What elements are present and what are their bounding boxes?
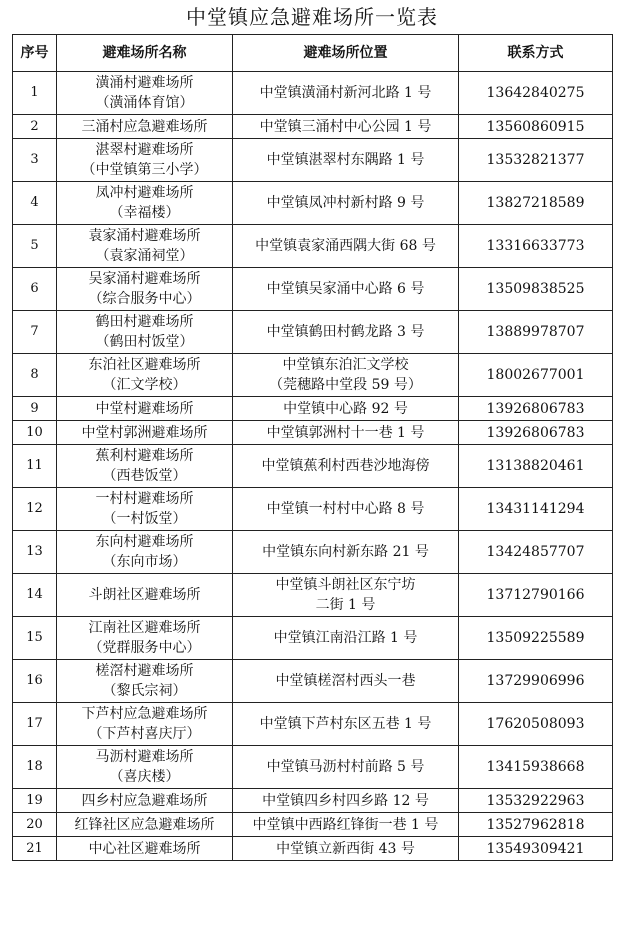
shelter-location-line: 中堂镇鹤田村鹤龙路 3 号: [266, 324, 425, 340]
cell-serial-number: 10: [13, 421, 57, 445]
shelter-name-line: （党群服务中心）: [88, 640, 201, 656]
cell-contact-phone: 13926806783: [459, 397, 613, 421]
table-row: [13, 182, 613, 225]
shelter-name-line: （鹤田村饭堂）: [95, 334, 194, 350]
cell-shelter-location: [233, 311, 459, 354]
shelter-location-line: 中堂镇立新西街 43 号: [276, 840, 415, 857]
table-row: [13, 703, 613, 746]
shelter-name-line: （综合服务中心）: [88, 291, 201, 307]
cell-serial-number: 9: [13, 397, 57, 421]
cell-shelter-name: [57, 837, 233, 861]
table-row: [13, 531, 613, 574]
cell-shelter-name: [57, 445, 233, 488]
cell-shelter-name: [57, 139, 233, 182]
table-row: [13, 789, 613, 813]
cell-contact-phone: 13642840275: [459, 72, 613, 115]
cell-serial-number: 6: [13, 268, 57, 311]
table-row: [13, 139, 613, 182]
cell-serial-number: 19: [13, 789, 57, 813]
shelter-name-line: 一村村避难场所: [95, 491, 194, 507]
shelter-location-line: 中堂镇江南沿江路 1 号: [273, 630, 418, 646]
cell-shelter-name: [57, 72, 233, 115]
table-header-row: [13, 35, 613, 72]
table-row: [13, 397, 613, 421]
shelter-name-line: 四乡村应急避难场所: [81, 792, 208, 809]
shelter-location-line: 中堂镇下芦村东区五巷 1 号: [259, 716, 432, 732]
table-row: [13, 837, 613, 861]
cell-contact-phone: 13926806783: [459, 421, 613, 445]
shelter-location-line: 中堂镇一村村中心路 8 号: [266, 501, 425, 517]
cell-shelter-location: [233, 421, 459, 445]
cell-shelter-name: [57, 746, 233, 789]
shelter-location-line: 中堂镇吴家涌中心路 6 号: [266, 281, 425, 297]
cell-shelter-name: [57, 311, 233, 354]
cell-contact-phone: 13560860915: [459, 115, 613, 139]
shelter-name-line: 中堂村郭洲避难场所: [81, 424, 208, 441]
shelter-location-line: 中堂镇四乡村四乡路 12 号: [262, 792, 429, 809]
table-row: [13, 72, 613, 115]
table-row: [13, 354, 613, 397]
shelter-name-line: 吴家涌村避难场所: [88, 271, 201, 287]
shelter-location-line: 中堂镇槎滘村西头一巷: [275, 673, 416, 689]
table-row: [13, 311, 613, 354]
table-row: [13, 225, 613, 268]
shelter-location-line: 中堂镇潢涌村新河北路 1 号: [259, 85, 432, 101]
shelter-name-line: 马沥村避难场所: [95, 749, 194, 765]
cell-shelter-location: [233, 397, 459, 421]
cell-contact-phone: 13509838525: [459, 268, 613, 311]
page-title: 中堂镇应急避难场所一览表: [186, 5, 438, 29]
shelter-location-line: 中堂镇中西路红锋街一巷 1 号: [252, 816, 439, 833]
cell-serial-number: 14: [13, 574, 57, 617]
shelter-name-line: （袁家涌祠堂）: [95, 248, 194, 264]
cell-contact-phone: 13827218589: [459, 182, 613, 225]
cell-serial-number: 8: [13, 354, 57, 397]
shelter-name-line: 中堂村避难场所: [95, 400, 194, 417]
cell-shelter-name: [57, 354, 233, 397]
cell-shelter-location: [233, 182, 459, 225]
cell-serial-number: 20: [13, 813, 57, 837]
shelter-location-line: （莞穗路中堂段 59 号）: [269, 377, 422, 393]
header-shelter-location: 避难场所位置: [233, 35, 459, 72]
shelter-location-line: 二街 1 号: [315, 597, 376, 613]
cell-contact-phone: 13424857707: [459, 531, 613, 574]
shelter-name-line: 江南社区避难场所: [88, 620, 201, 636]
shelter-location-line: 中堂镇三涌村中心公园 1 号: [259, 118, 432, 135]
shelter-location-line: 中堂镇凤冲村新村路 9 号: [266, 195, 425, 211]
shelter-location-line: 中堂镇蕉利村西巷沙地海傍: [261, 458, 430, 474]
shelter-name-line: 红锋社区应急避难场所: [74, 816, 215, 833]
shelter-name-line: （中堂镇第三小学）: [81, 162, 208, 178]
header-contact: 联系方式: [459, 35, 613, 72]
cell-contact-phone: 13415938668: [459, 746, 613, 789]
cell-shelter-location: [233, 703, 459, 746]
shelter-name-line: 湛翠村避难场所: [95, 142, 194, 158]
cell-serial-number: 12: [13, 488, 57, 531]
cell-serial-number: 13: [13, 531, 57, 574]
table-row: [13, 488, 613, 531]
shelter-name-line: 中心社区避难场所: [88, 840, 201, 857]
cell-shelter-location: [233, 268, 459, 311]
shelter-name-line: 蕉利村避难场所: [95, 448, 194, 464]
shelter-name-line: （一村饭堂）: [102, 511, 187, 527]
cell-shelter-name: [57, 115, 233, 139]
cell-shelter-location: [233, 660, 459, 703]
table-row: [13, 268, 613, 311]
shelter-location-line: 中堂镇袁家涌西隅大街 68 号: [255, 238, 436, 254]
cell-shelter-location: [233, 531, 459, 574]
shelter-location-line: 中堂镇湛翠村东隅路 1 号: [266, 152, 425, 168]
shelter-name-line: 槎滘村避难场所: [95, 663, 194, 679]
cell-contact-phone: 13712790166: [459, 574, 613, 617]
table-row: [13, 445, 613, 488]
cell-shelter-location: [233, 115, 459, 139]
cell-serial-number: 1: [13, 72, 57, 115]
shelter-name-line: 潢涌村避难场所: [95, 75, 194, 91]
table-row: [13, 617, 613, 660]
shelter-location-line: 中堂镇马沥村村前路 5 号: [266, 759, 425, 775]
table-row: [13, 813, 613, 837]
cell-contact-phone: 13889978707: [459, 311, 613, 354]
table-row: [13, 574, 613, 617]
cell-serial-number: 21: [13, 837, 57, 861]
cell-shelter-name: [57, 488, 233, 531]
shelter-name-line: （汇文学校）: [102, 377, 187, 393]
cell-shelter-location: [233, 72, 459, 115]
cell-serial-number: 3: [13, 139, 57, 182]
cell-contact-phone: 13532821377: [459, 139, 613, 182]
cell-shelter-name: [57, 225, 233, 268]
cell-shelter-name: [57, 268, 233, 311]
table-row: [13, 746, 613, 789]
cell-contact-phone: 13549309421: [459, 837, 613, 861]
shelter-location-line: 中堂镇郭洲村十一巷 1 号: [266, 424, 425, 441]
cell-shelter-location: [233, 445, 459, 488]
cell-shelter-name: [57, 531, 233, 574]
header-serial-number: 序号: [13, 35, 57, 72]
header-shelter-name: 避难场所名称: [57, 35, 233, 72]
table-body: [13, 72, 613, 861]
shelter-name-line: （幸福楼）: [109, 205, 180, 221]
cell-shelter-name: [57, 617, 233, 660]
shelter-name-line: 东泊社区避难场所: [88, 357, 201, 373]
shelter-name-line: （黎氏宗祠）: [102, 683, 187, 699]
cell-shelter-location: [233, 746, 459, 789]
shelter-table: [12, 34, 613, 861]
table-row: [13, 421, 613, 445]
cell-shelter-name: [57, 789, 233, 813]
cell-shelter-location: [233, 139, 459, 182]
table-row: [13, 115, 613, 139]
cell-serial-number: 7: [13, 311, 57, 354]
cell-contact-phone: 13532922963: [459, 789, 613, 813]
shelter-name-line: 鹤田村避难场所: [95, 314, 194, 330]
cell-serial-number: 16: [13, 660, 57, 703]
cell-serial-number: 15: [13, 617, 57, 660]
cell-shelter-location: [233, 488, 459, 531]
cell-contact-phone: 13431141294: [459, 488, 613, 531]
shelter-name-line: （西巷饭堂）: [102, 468, 187, 484]
cell-serial-number: 11: [13, 445, 57, 488]
cell-shelter-name: [57, 397, 233, 421]
cell-shelter-name: [57, 574, 233, 617]
shelter-name-line: 凤冲村避难场所: [95, 185, 194, 201]
table-row: [13, 660, 613, 703]
shelter-location-line: 中堂镇中心路 92 号: [283, 400, 408, 417]
shelter-name-line: （下芦村喜庆厅）: [88, 726, 201, 742]
cell-serial-number: 17: [13, 703, 57, 746]
cell-shelter-location: [233, 617, 459, 660]
cell-shelter-name: [57, 660, 233, 703]
cell-contact-phone: 17620508093: [459, 703, 613, 746]
cell-serial-number: 18: [13, 746, 57, 789]
cell-contact-phone: 18002677001: [459, 354, 613, 397]
shelter-name-line: （东向市场）: [102, 554, 187, 570]
shelter-name-line: （喜庆楼）: [109, 769, 180, 785]
cell-serial-number: 4: [13, 182, 57, 225]
cell-shelter-name: [57, 182, 233, 225]
cell-shelter-name: [57, 421, 233, 445]
cell-shelter-location: [233, 574, 459, 617]
shelter-name-line: （潢涌体育馆）: [95, 95, 194, 111]
cell-contact-phone: 13509225589: [459, 617, 613, 660]
cell-shelter-name: [57, 813, 233, 837]
cell-shelter-location: [233, 837, 459, 861]
shelter-location-line: 中堂镇东泊汇文学校: [282, 357, 409, 373]
shelter-name-line: 下芦村应急避难场所: [81, 706, 208, 722]
cell-shelter-location: [233, 354, 459, 397]
shelter-location-line: 中堂镇斗朗社区东宁坊: [275, 577, 416, 593]
cell-serial-number: 2: [13, 115, 57, 139]
cell-contact-phone: 13729906996: [459, 660, 613, 703]
shelter-name-line: 东向村避难场所: [95, 534, 194, 550]
cell-serial-number: 5: [13, 225, 57, 268]
shelter-name-line: 斗朗社区避难场所: [88, 587, 201, 603]
cell-shelter-location: [233, 813, 459, 837]
cell-contact-phone: 13316633773: [459, 225, 613, 268]
cell-contact-phone: 13527962818: [459, 813, 613, 837]
cell-shelter-name: [57, 703, 233, 746]
cell-shelter-location: [233, 225, 459, 268]
shelter-name-line: 袁家涌村避难场所: [88, 228, 201, 244]
shelter-name-line: 三涌村应急避难场所: [81, 118, 208, 135]
cell-shelter-location: [233, 789, 459, 813]
shelter-location-line: 中堂镇东向村新东路 21 号: [262, 544, 429, 560]
cell-contact-phone: 13138820461: [459, 445, 613, 488]
